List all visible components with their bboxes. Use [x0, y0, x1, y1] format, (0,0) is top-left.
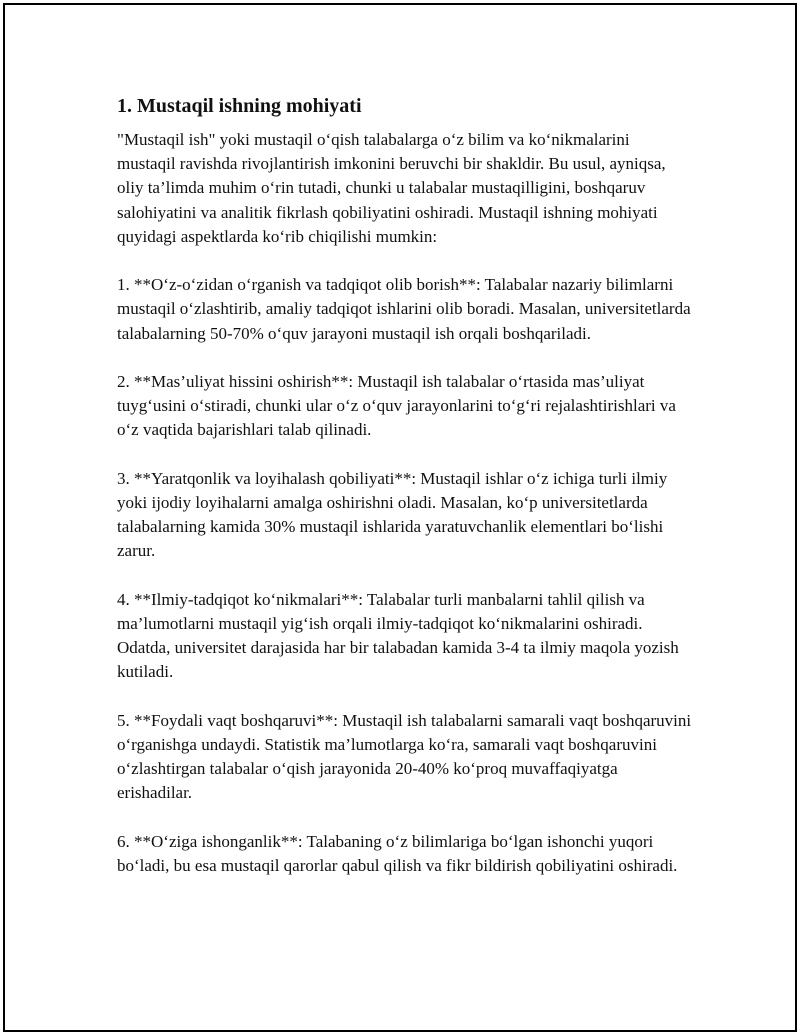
list-item-1: 1. **O‘z-o‘zidan o‘rganish va tadqiqot olib borish**: Talabalar nazariy bilimlarni mustaqil o‘zlashtirib, amaliy tadqiqot ishlarini olib boradi. Masalan, universitetlarda talabalarning 50-70% o‘quv jarayoni mustaqil ish orqali boshqariladi.	[117, 275, 691, 343]
paragraph-gap	[117, 564, 692, 588]
list-item-2: 2. **Mas’uliyat hissini oshirish**: Mustaqil ish talabalar o‘rtasida mas’uliyat tuyg‘usini o‘stiradi, chunki ular o‘z o‘quv jarayonlarini to‘g‘ri rejalashtirishlari va o‘z vaqtida bajarishlari talab qilinadi.	[117, 372, 676, 440]
intro-paragraph: "Mustaqil ish" yoki mustaqil o‘qish talabalarga o‘z bilim va ko‘nikmalarini mustaqil ravishda rivojlantirish imkonini beruvchi bir shakldir. Bu usul, ayniqsa, oliy ta’limda muhim o‘rin tutadi, chunki u talabalar mustaqilligini, boshqaruv salohiyatini va analitik fikrlash qobiliyatini oshiradi. Mustaqil ishning mohiyati quyidagi aspektlarda ko‘rib chiqilishi mumkin:	[117, 130, 666, 246]
list-item-5: 5. **Foydali vaqt boshqaruvi**: Mustaqil ish talabalarni samarali vaqt boshqaruvini o‘rganishga undaydi. Statistik ma’lumotlarga ko‘ra, samarali vaqt boshqaruvini o‘zlashtirgan talabalar o‘qish jarayonida 20-40% ko‘proq muvaffaqiyatga erishadilar.	[117, 710, 692, 803]
paragraph-gap	[117, 685, 692, 709]
paragraph-gap	[117, 806, 692, 830]
list-item-4: 4. **Ilmiy-tadqiqot ko‘nikmalari**: Talabalar turli manbalarni tahlil qilish va ma’lumotlarni mustaqil yig‘ish orqali ilmiy-tadqiqot ko‘nikmalarini oshiradi. Odatda, universitet darajasida har bir talabadan kamida 3-4 ta ilmiy maqola yozish kutiladi.	[117, 589, 679, 682]
paragraph-gap	[117, 443, 692, 467]
section-title: 1. Mustaqil ishning mohiyati	[117, 95, 362, 117]
document-body	[117, 92, 692, 878]
paragraph-gap	[117, 346, 692, 370]
list-item-6: 6. **O‘ziga ishonganlik**: Talabaning o‘z bilimlariga bo‘lgan ishonchi yuqori bo‘ladi, bu esa mustaqil qarorlar qabul qilish va fikr bildirish qobiliyatini oshiradi.	[117, 831, 678, 875]
list-item-3: 3. **Yaratqonlik va loyihalash qobiliyati**: Mustaqil ishlar o‘z ichiga turli ilmiy yoki ijodiy loyihalarni amalga oshirishni oladi. Masalan, ko‘p universitetlarda talabalarning kamida 30% mustaqil ishlarida yaratuvchanlik elementlari bo‘lishi zarur.	[117, 468, 668, 561]
paragraph-gap	[117, 249, 692, 273]
